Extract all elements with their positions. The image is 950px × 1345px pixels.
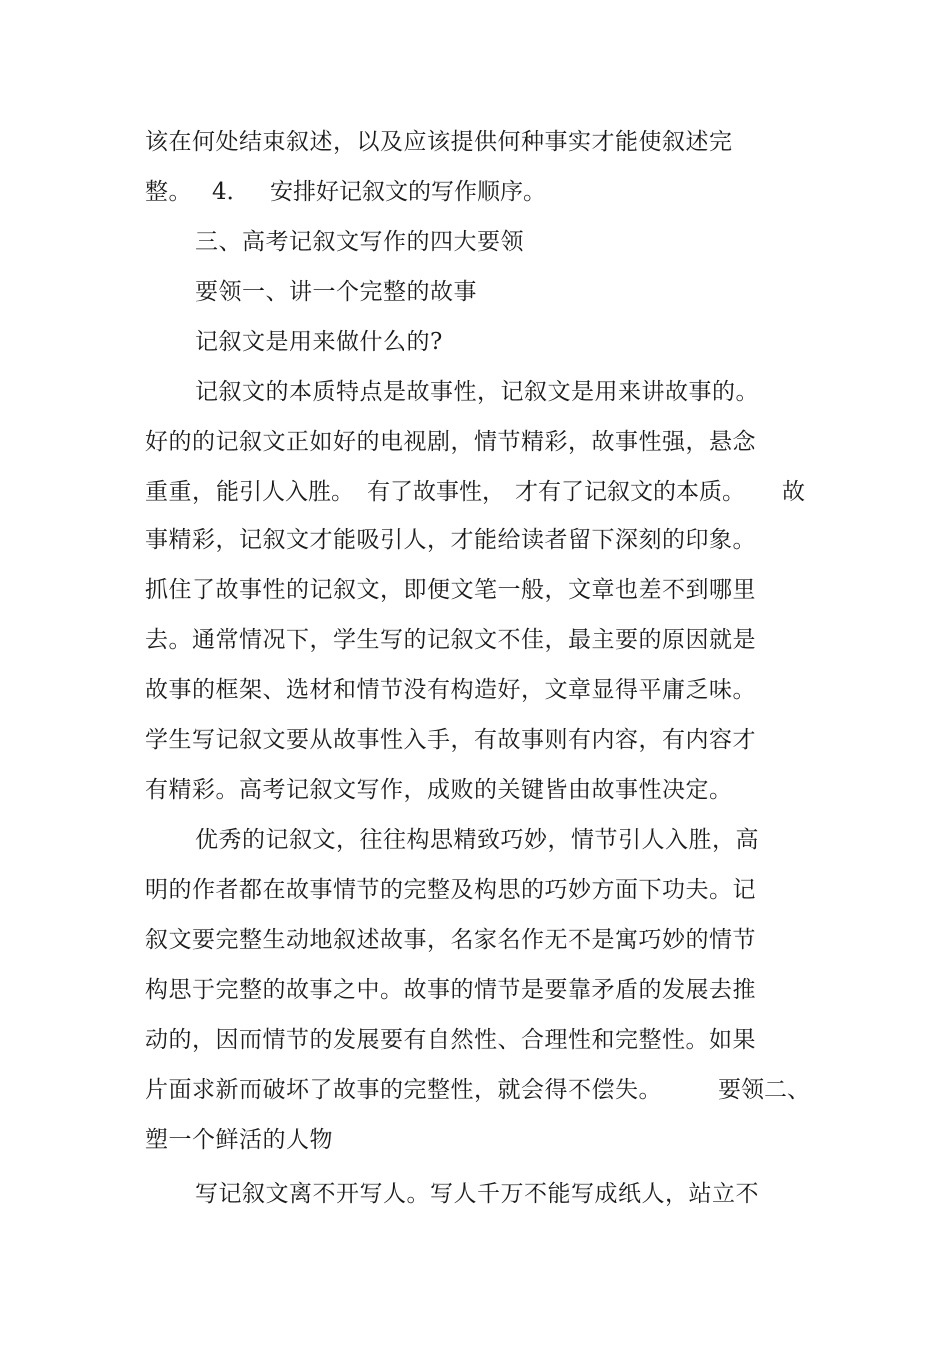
subsection-heading: 要领一、讲一个完整的故事 xyxy=(195,279,477,305)
subsection-heading: 塑一个鲜活的人物 xyxy=(145,1127,333,1153)
text-line: 构思于完整的故事之中。故事的情节是要靠矛盾的发展去推 xyxy=(145,977,756,1003)
text-line: 写记叙文离不开写人。写人千万不能写成纸人，站立不 xyxy=(195,1181,759,1207)
text-fragment: 故 xyxy=(782,479,805,505)
text-line: 整。 xyxy=(145,179,192,205)
text-line: 有精彩。高考记叙文写作，成败的关键皆由故事性决定。 xyxy=(145,777,733,803)
text-line: 片面求新而破坏了故事的完整性，就会得不偿失。 xyxy=(145,1077,662,1103)
list-number: 4． xyxy=(212,179,250,205)
text-fragment: 有了故事性， xyxy=(367,479,505,505)
text-line: 抓住了故事性的记叙文，即便文笔一般，文章也差不到哪里 xyxy=(145,577,756,603)
text-line: 动的，因而情节的发展要有自然性、合理性和完整性。如果 xyxy=(145,1027,756,1053)
text-line: 好的的记叙文正如好的电视剧，情节精彩，故事性强，悬念 xyxy=(145,429,756,455)
subsection-heading: 要领二、 xyxy=(718,1077,810,1103)
text-line: 事精彩，记叙文才能吸引人，才能给读者留下深刻的印象。 xyxy=(145,527,756,553)
text-line: 叙文要完整生动地叙述故事，名家名作无不是寓巧妙的情节 xyxy=(145,927,756,953)
text-fragment: 才有了记叙文的本质。 xyxy=(515,479,745,505)
text-line: 重重， xyxy=(145,479,216,505)
text-line: 该在何处结束叙述，以及应该提供何种事实才能使叙述完 xyxy=(145,129,733,155)
text-line: 记叙文的本质特点是故事性，记叙文是用来讲故事的。 xyxy=(195,379,759,405)
text-line: 记叙文是用来做什么的? xyxy=(195,329,443,355)
text-line: 安排好记叙文的写作顺序。 xyxy=(270,179,546,205)
text-line: 明的作者都在故事情节的完整及构思的巧妙方面下功夫。记 xyxy=(145,877,756,903)
text-line: 优秀的记叙文，往往构思精致巧妙，情节引人入胜，高 xyxy=(195,827,759,853)
text-line: 去。通常情况下，学生写的记叙文不佳，最主要的原因就是 xyxy=(145,627,756,653)
section-heading: 三、高考记叙文写作的四大要领 xyxy=(195,229,524,255)
text-line: 故事的框架、选材和情节没有构造好，文章显得平庸乏味。 xyxy=(145,677,756,703)
text-fragment: 能引人入胜。 xyxy=(216,479,354,505)
text-line: 学生写记叙文要从故事性入手，有故事则有内容，有内容才 xyxy=(145,727,756,753)
